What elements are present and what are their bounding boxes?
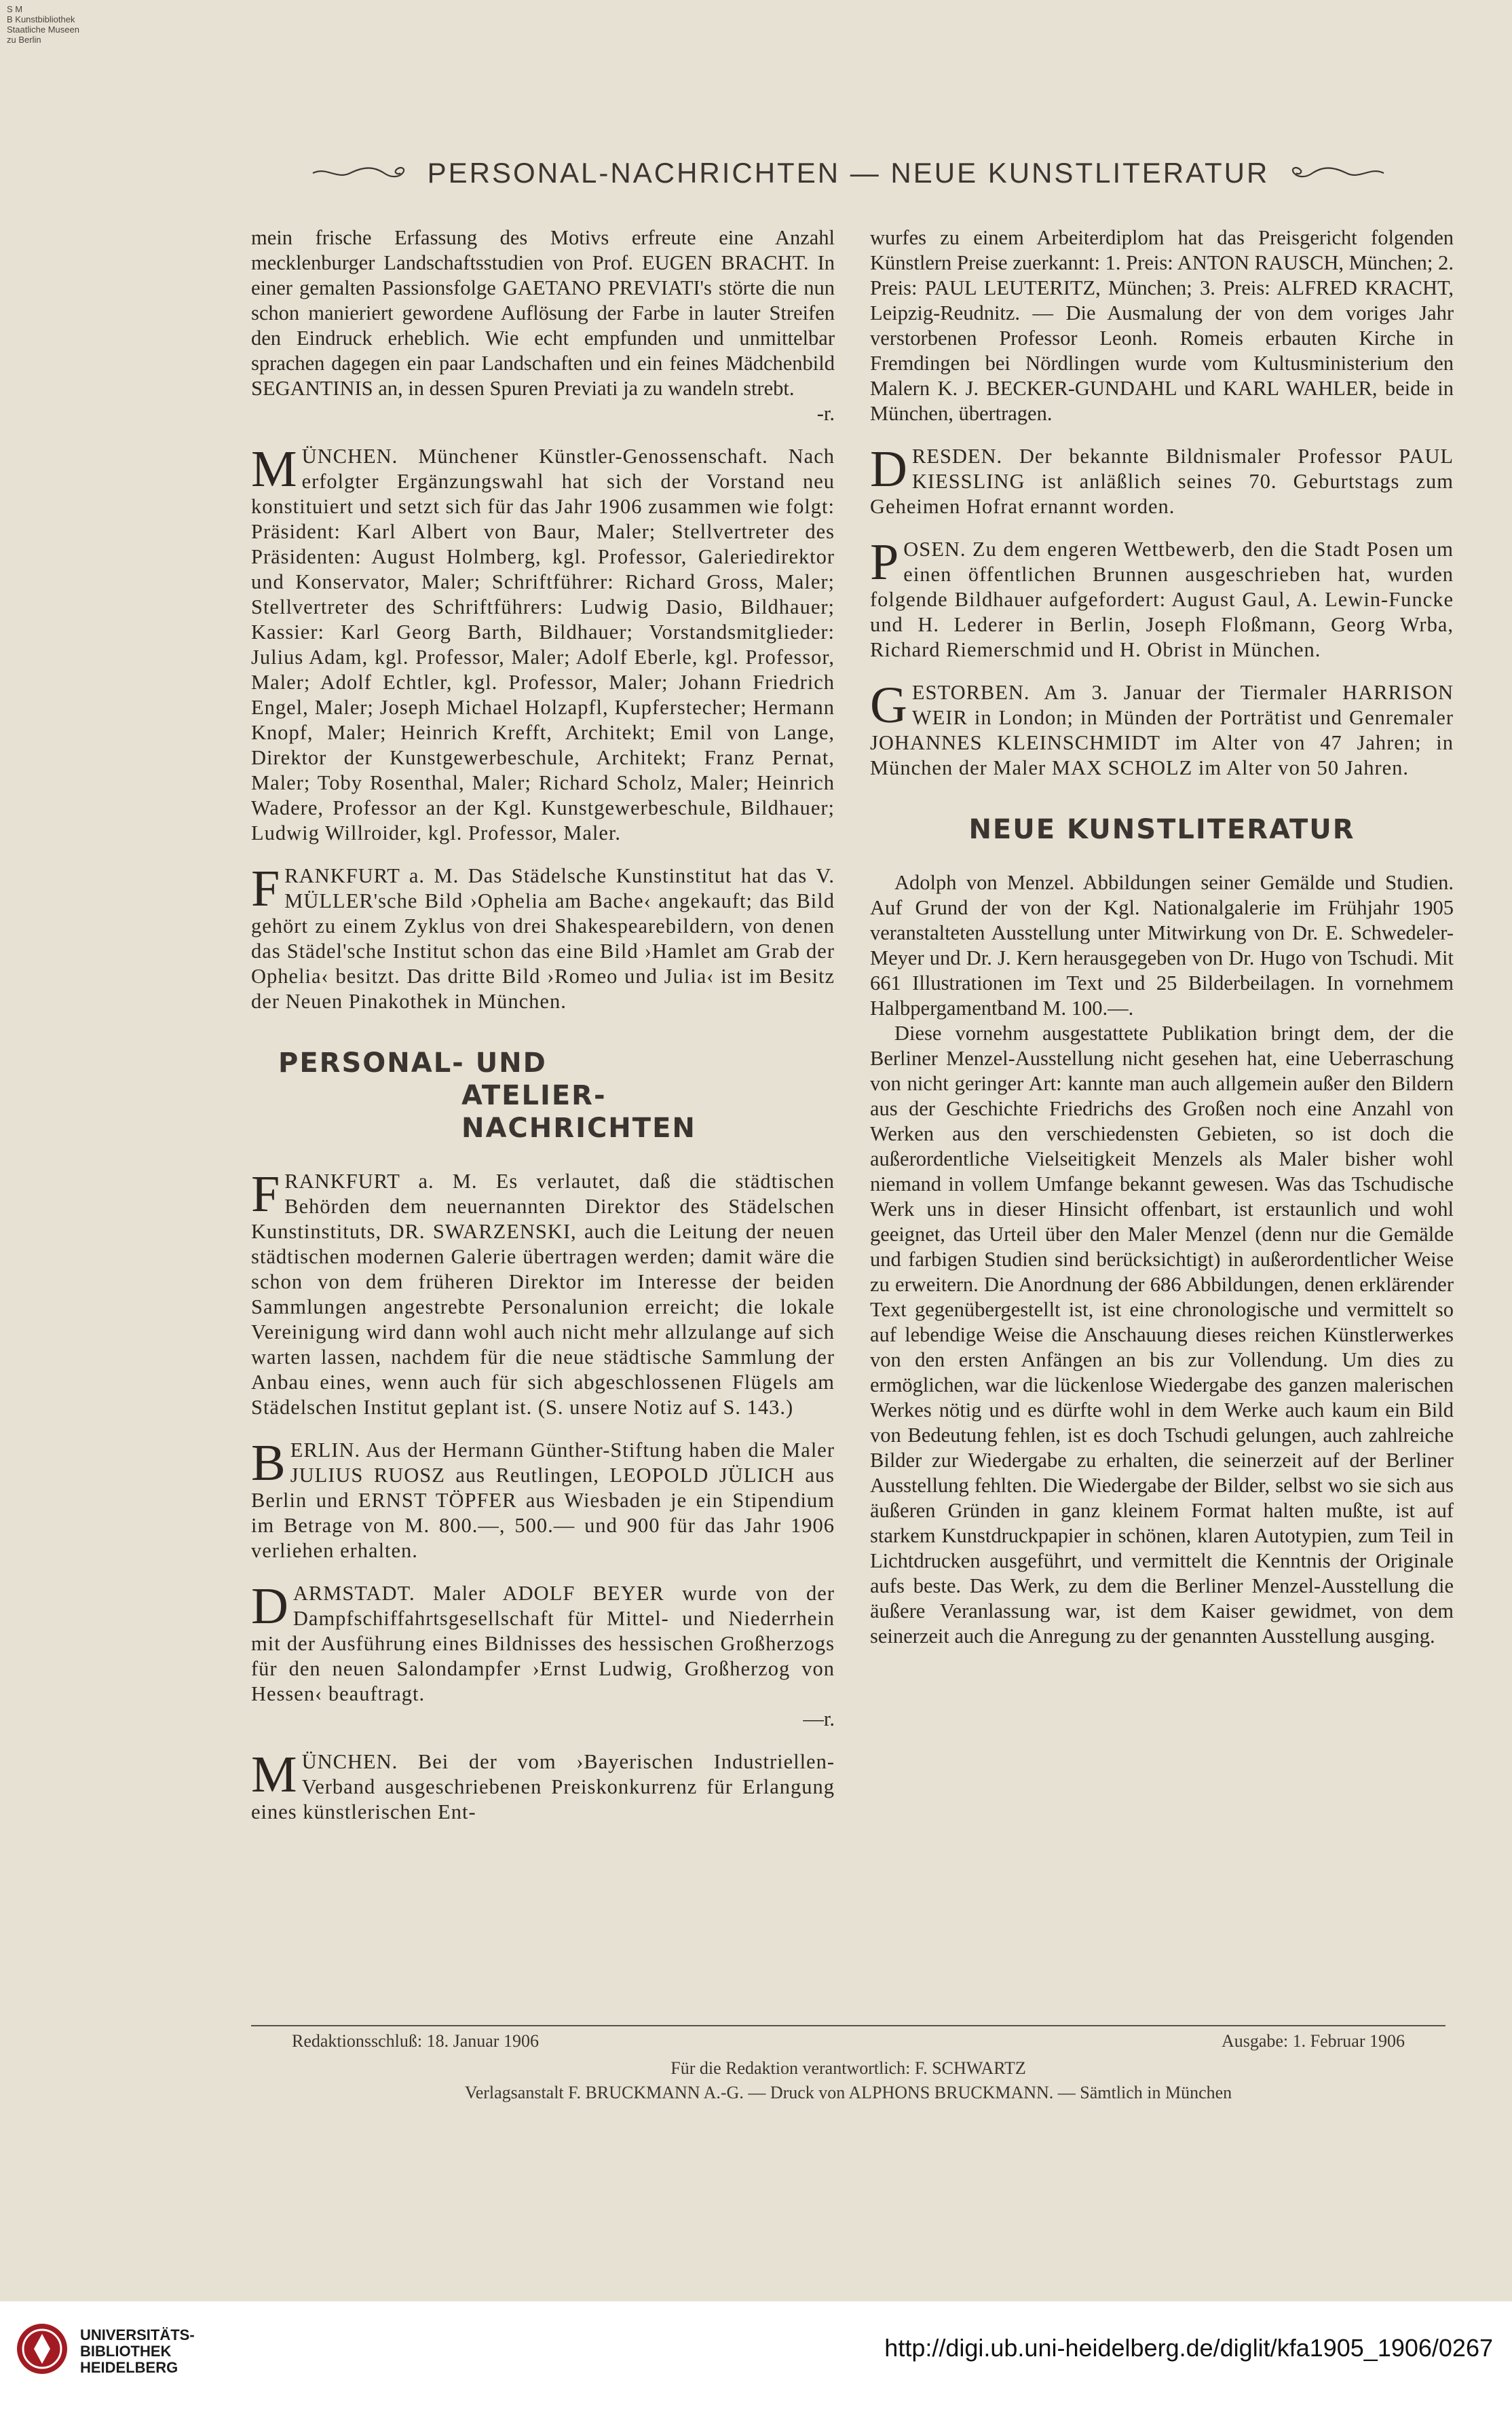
- article-text: wurfes zu einem Arbeiterdiplom hat das Preisgericht folgenden Künstlern Preise zuerkannt: 1. Preis: ANTON RAUSCH, München; 2. Preis: PAUL LEUTERITZ, München; 3. Preis: ALFRED KRACHT, Leipzig-Reudnitz. — Die Ausmalung der von dem voriges Jahr verstorbenen Professor Leonh. Romeis erbauten Kirche in Fremdingen bei Nördlingen wurde vom Kultusministerium den Malern K. J. BECKER-GUNDAHL und KARL WAHLER, beide in München, übertragen.: [870, 226, 1454, 425]
- footer-publisher: Verlagsanstalt F. BRUCKMANN A.-G. — Druck von ALPHONS BRUCKMANN. — Sämtlich in München: [464, 2083, 1232, 2102]
- section-title-line: ATELIER-NACHRICHTEN: [461, 1080, 696, 1144]
- news-posen: [870, 534, 1454, 663]
- news-berlin: [251, 1434, 835, 1563]
- author-signature: -r.: [816, 402, 835, 425]
- news-munich-2: [251, 1746, 835, 1825]
- news-gestorben: [870, 677, 1454, 781]
- article-text: FRANKFURT a. M. Es verlautet, daß die städtischen Behörden dem neuernannten Direktor des Städelschen Kunstinstituts, DR. SWARZENSKI, auch die Leitung der neuen städtischen modernen Galerie übertragen werden; damit wäre die schon von dem früheren Direktor im Interesse der beiden Sammlungen angestrebte Personalunion erreicht; die lokale Vereinigung wird dann wohl auch nicht mehr allzulange auf sich warten lassen, nachdem für die neue städtische Sammlung der Anbau eines, wenn auch für sich abgeschlossenen Flügels am Städelschen Institut geplant ist. (S. unsere Notiz auf S. 143.): [251, 1166, 835, 1419]
- article-text: MÜNCHEN. Münchener Künstler-Genossenschaft. Nach erfolgter Ergänzungswahl hat sich der Vorstand neu konstituiert und setzt sich für das Jahr 1906 zusammen wie folgt: Präsident: Karl Albert von Baur, Maler; Stellvertreter des Präsidenten: August Holmberg, kgl. Professor, Galeriedirektor und Konservator, Maler; Schriftführer: Richard Gross, Maler; Stellvertreter des Schriftführers: Ludwig Dasio, Bildhauer; Kassier: Karl Georg Barth, Bildhauer; Vorstandsmitglieder: Julius Adam, kgl. Professor, Maler; Adolf Eberle, kgl. Professor, Maler; Adolf Echtler, kgl. Professor, Maler; Johann Friedrich Engel, Maler; Joseph Michael Holzapfl, Kupferstecher; Hermann Knopf, Maler; Heinrich Krefft, Architekt; Emil von Lange, Direktor der Kunstgewerbeschule, Architekt; Franz Pernat, Maler; Toby Rosenthal, Maler; Richard Scholz, Maler; Heinrich Wadere, Professor an der Kgl. Kunstgewerbeschule, Bildhauer; Ludwig Willroider, kgl. Professor, Maler.: [251, 441, 835, 844]
- ornament-left-icon: [309, 163, 411, 183]
- article-text: mein frische Erfassung des Motivs erfreute eine Anzahl mecklenburger Landschaftsstudien von Prof. EUGEN BRACHT. In einer gemalten Passionsfolge GAETANO PREVIATI's störte die nun schon manieriert gewordene Auflösung der Farbe in lauter Streifen den Eindruck erheblich. Wie echt empfunden und unmittelbar sprachen dagegen ein paar Landschaften und ein feines Mädchenbild SEGANTINIS an, in dessen Spuren Previati ja zu wandeln strebt.: [251, 226, 835, 400]
- article-text: MÜNCHEN. Bei der vom ›Bayerischen Industriellen-Verband ausgeschriebenen Preiskonkurrenz für Erlangung eines künstlerischen Ent-: [251, 1746, 835, 1823]
- editorial-deadline: Redaktionsschluß: 18. Januar 1906: [292, 2031, 539, 2051]
- library-name-line: HEIDELBERG: [80, 2359, 178, 2376]
- book-review: [870, 870, 1454, 1649]
- stamp-line: S M: [7, 4, 23, 14]
- library-name-line: UNIVERSITÄTS-: [80, 2326, 195, 2343]
- library-name: [80, 2327, 195, 2376]
- permalink-url[interactable]: http://digi.ub.uni-heidelberg.de/diglit/kfa1905_1906/0267: [884, 2334, 1493, 2362]
- article-text: GESTORBEN. Am 3. Januar der Tiermaler HARRISON WEIR in London; in Münden der Porträtist und Genremaler JOHANNES KLEINSCHMIDT im Alter von 47 Jahren; in München der Maler MAX SCHOLZ im Alter von 50 Jahren.: [870, 677, 1454, 779]
- article-text: FRANKFURT a. M. Das Städelsche Kunstinstitut hat das V. MÜLLER'sche Bild ›Ophelia am Bache‹ angekauft; das Bild gehört zu einem Zyklus von drei Shakespearebildern, von denen das Städel'sche Institut schon das eine Bild ›Hamlet am Grab der Ophelia‹ besitzt. Das dritte Bild ›Romeo und Julia‹ ist im Besitz der Neuen Pinakothek in München.: [251, 860, 835, 1013]
- section-title-personal: [251, 1047, 835, 1145]
- article-paragraph: [251, 225, 835, 426]
- page-header: [251, 153, 1445, 193]
- article-text: DRESDEN. Der bekannte Bildnismaler Professor PAUL KIESSLING ist anläßlich seines 70. Geburtstags zum Geheimen Hofrat ernannt worden.: [870, 441, 1454, 518]
- footer-dates: [251, 2031, 1445, 2051]
- stamp-line: zu Berlin: [7, 35, 41, 45]
- news-frankfurt: [251, 860, 835, 1014]
- footer-divider: [251, 2025, 1445, 2026]
- stamp-line: Staatliche Museen: [7, 24, 79, 35]
- library-stamp: [7, 4, 143, 45]
- section-title-line: NEUE KUNSTLITERATUR: [968, 814, 1355, 845]
- author-signature: —r.: [803, 1707, 835, 1730]
- news-frankfurt-2: [251, 1166, 835, 1420]
- book-citation: Adolph von Menzel. Abbildungen seiner Gemälde und Studien. Auf Grund der von der Kgl. Nationalgalerie im Frühjahr 1905 veranstalteten Ausstellung unter Mitwirkung von Dr. E. Schwedeler-Meyer und Dr. J. Kern herausgegeben von Dr. Hugo von Tschudi. Mit 661 Illustrationen im Text und 25 Bilderbeilagen. In vornehmem Halbpergamentband M. 100.—.: [870, 871, 1454, 1020]
- section-title-literature: [870, 813, 1454, 846]
- review-text: Diese vornehm ausgestattete Publikation bringt dem, der die Berliner Menzel-Ausstellung nicht gesehen hat, eine Ueberraschung von nicht geringer Art: kannte man auch allgemein außer den Bildern aus der Geschichte Friedrichs des Großen noch eine Anzahl von Werken aus den verschiedensten Gebieten, so ist doch die außerordentliche Vielseitigkeit Menzels als Maler bisher wohl niemand in vollem Umfange bekannt gewesen. Was das Tschudische Werk uns in dieser Hinsicht offenbart, ist erstaunlich und wohl geeignet, das Urteil über den Maler Menzel (denn nur die Gemälde und farbigen Studien sind berücksichtigt) in außerordentlicher Weise zu erweitern. Die Anordnung der 686 Abbildungen, denen erklärender Text gegenübergestellt ist, ist eine chronologische und vermittelt so auf lebendige Weise die Anschauung dieses reichen Künstlerwerkes von den ersten Anfängen an bis zur Vollendung. Um dies zu ermöglichen, war die lückenlose Wiedergabe des ganzen malerischen Werkes nötig und es dürfte wohl in dem Werke auch kaum ein Bild von Bedeutung fehlen, ist es doch Tschudi gelungen, auch zahlreiche Bilder zur Wiedergabe zu erhalten, die seinerzeit auf der Berliner Ausstellung fehlten. Die Wiedergabe der Bilder, selbst wo sie sich aus äußeren Gründen in ganz kleinem Format halten mußte, ist auf starkem Kunstdruckpapier in schönen, klaren Autotypien, zum Teil in Lichtdrucken ausgeführt, und vermittelt die Kenntnis der Originale aufs beste. Das Werk, zu dem die Berliner Menzel-Ausstellung die äußere Veranlassung war, ist dem Kaiser gewidmet, von dem seinerzeit auch die Anregung zu der genannten Ausstellung ausging.: [870, 1022, 1454, 1648]
- article-text: BERLIN. Aus der Hermann Günther-Stiftung haben die Maler JULIUS RUOSZ aus Reutlingen, LEOPOLD JÜLICH aus Berlin und ERNST TÖPFER aus Wiesbaden je ein Stipendium im Betrage von M. 800.—, 500.— und 900 für das Jahr 1906 verliehen erhalten.: [251, 1434, 835, 1562]
- page-header-title: PERSONAL-NACHRICHTEN — NEUE KUNSTLITERATUR: [427, 157, 1270, 189]
- footer-editor: Für die Redaktion verantwortlich: F. SCHWARTZ: [670, 2058, 1026, 2078]
- ornament-right-icon: [1285, 163, 1387, 183]
- left-column: [251, 225, 835, 2004]
- university-seal-icon: [15, 2322, 69, 2376]
- news-darmstadt: [251, 1578, 835, 1732]
- article-text: POSEN. Zu dem engeren Wettbewerb, den die Stadt Posen um einen öffentlichen Brunnen ausgeschrieben hat, wurden folgende Bildhauer aufgefordert: August Gaul, A. Lewin-Funcke und H. Lederer in Berlin, Joseph Floßmann, Georg Wrba, Richard Riemerschmid und H. Obrist in München.: [870, 534, 1454, 661]
- news-dresden: [870, 441, 1454, 519]
- issue-date: Ausgabe: 1. Februar 1906: [1221, 2031, 1405, 2051]
- section-title-line: PERSONAL- UND: [278, 1047, 547, 1079]
- article-text: DARMSTADT. Maler ADOLF BEYER wurde von der Dampfschiffahrtsgesellschaft für Mittel- und Niederrhein mit der Ausführung eines Bildnisses des hessischen Großherzogs für den neuen Salondampfer ›Ernst Ludwig, Großherzog von Hessen‹ beauftragt.: [251, 1578, 835, 1705]
- article-paragraph: [870, 225, 1454, 426]
- right-column: [870, 225, 1454, 2004]
- news-munich: [251, 441, 835, 846]
- library-name-line: BIBLIOTHEK: [80, 2343, 172, 2360]
- stamp-line: B Kunstbibliothek: [7, 14, 75, 24]
